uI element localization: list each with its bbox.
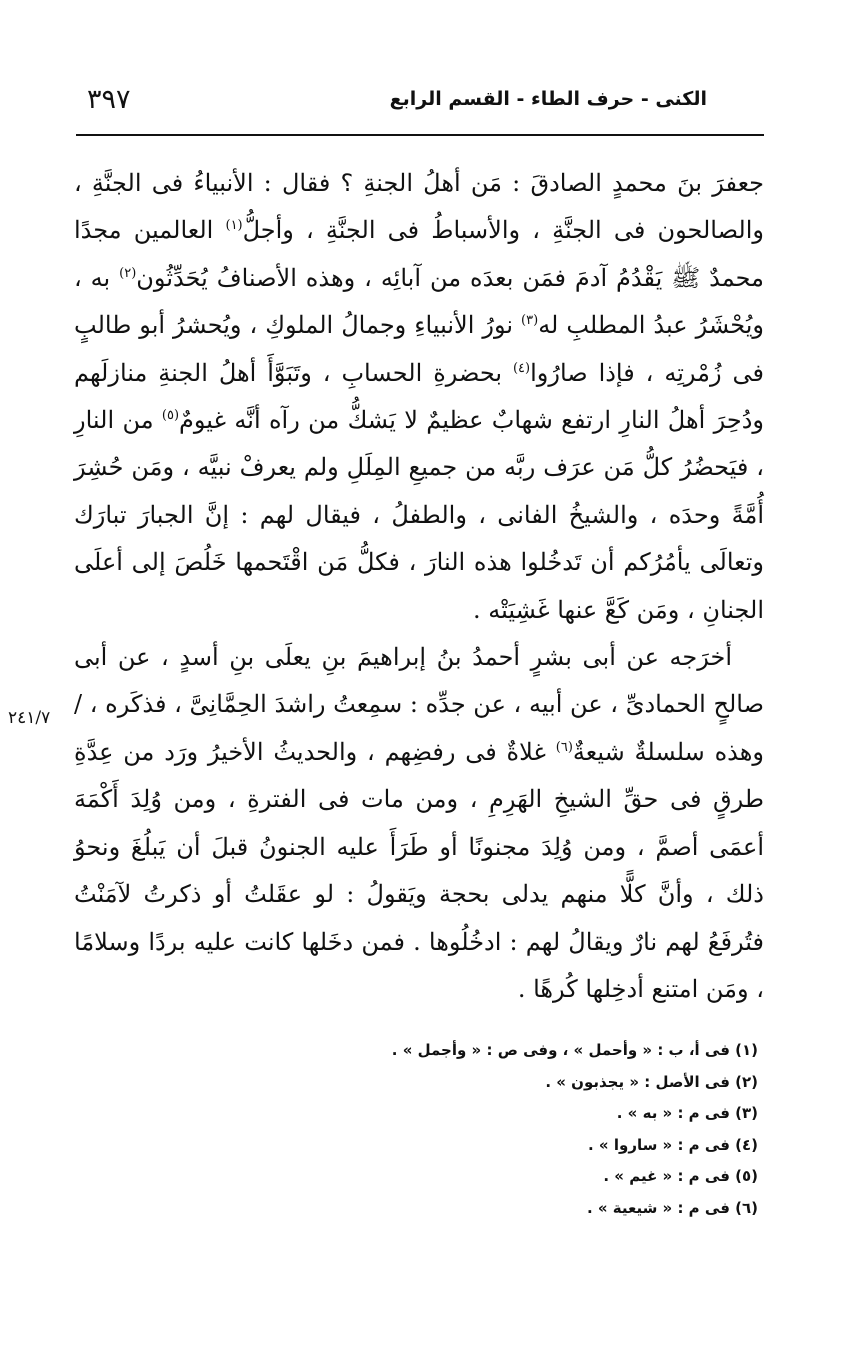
footnote-ref-2: (٢) (119, 265, 137, 281)
footnote-2: (٢) فى الأصل : « يجذبون » . (545, 1072, 758, 1091)
page-number: ٣٩٧ (87, 84, 131, 115)
text-run: من النارِ ، فيَحضُرُ كلُّ مَن عرَف ربَّه من جميعِ المِلَلِ ولم يعرفْ نبيَّه ، ومَن حُشِرَ أُمَّةً وحدَه ، والشيخُ الفانى ، والطفلُ ، فيقال لهم : إنَّ الجبارَ تبارَك وتعالَى يأمُرُكم أن تَدخُلوا هذه النارَ ، فكلُّ مَن اقْتَحمها خَلُصَ إلى أعلَى الجنانِ ، ومَن كَعَّ عنها غَشِيَتْه . (74, 406, 764, 624)
text-run: نورُ الأنبياءِ وجمالُ الملوكِ ، ويُحشرُ أبو طالبٍ فى زُمْرتِه ، فإذا صارُوا (74, 311, 765, 387)
footnotes (198, 1035, 758, 1224)
footnote-ref-3: (٣) (521, 313, 539, 329)
footnote-ref-5: (٥) (161, 408, 180, 424)
page-header (75, 82, 765, 122)
text-run: العالمين مجدًا محمدٌ ﷺ يَقْدُمُ آدمَ فمَن بعدَه من آبائِه ، وهذه الأصنافُ يُحَدِّثُون (74, 216, 764, 292)
text-run: أخرَجه عن أبى بشرٍ أحمدُ بنُ إبراهيمَ بنِ يعلَى بنِ أسدٍ ، عن أبى صالحٍ الحمادىِّ ، عن أبيه ، عن جدِّه : سمِعتُ راشدَ الحِمَّانِىَّ ، فذكَره ، /وهذه سلسلةٌ شيعةٌ (74, 643, 764, 766)
text-run: جعفرَ بنَ محمدٍ الصادقَ : مَن أهلُ الجنةِ ؟ فقال : الأنبياءُ فى الجنَّةِ ، والصالحون فى الجنَّةِ ، والأسباطُ فى الجنَّةِ ، وأجلُّ (74, 169, 765, 245)
margin-reference: ٢٤١/٧ (8, 708, 51, 728)
text-run: غلاةٌ فى رفضِهم ، والحديثُ الأخيرُ ورَد من عِدَّةِ طرقٍ فى حقِّ الشيخِ الهَرِمِ ، ومن مات فى الفترةِ ، ومن وُلِدَ أَكْمَهَ أعمَى أصمَّ ، ومن وُلِدَ مجنونًا أو طَرَأَ عليه الجنونُ قبلَ أن يَبلُغَ ونحوُ ذلك ، وأنَّ كلًّا منهم يدلى بحجة ويَقولُ : لو عقَلتُ أو ذكرتُ لآمَنْتُ فتُرفَعُ لهم نارٌ ويقالُ لهم : ادخُلُوها . فمن دخَلها كانت عليه بردًا وسلامًا ، ومَن امتنع أدخِلها كُرهًا . (74, 737, 764, 1003)
footnote-3: (٣) فى م : « به » . (616, 1104, 758, 1122)
text-run: به ، ويُحْشَرُ عبدُ المطلبِ له (74, 263, 765, 340)
running-head: الكنى - حرف الطاء - القسم الرابع (389, 88, 707, 110)
text-run: بحضرةِ الحسابِ ، وتَبَوَّأَ أهلُ الجنةِ منازلَهم ودُحِرَ أهلُ النارِ ارتفع شهابٌ عظيمٌ لا يَشكُّ من رآه أنَّه غيومٌ (74, 358, 764, 435)
main-text (74, 160, 764, 1013)
footnote-ref-4: (٤) (512, 360, 531, 376)
header-rule (76, 134, 764, 136)
paragraph-1 (74, 160, 764, 634)
footnote-4: (٤) فى م : « ساروا » . (588, 1135, 758, 1154)
footnote-5: (٥) فى م : « غيم » . (603, 1167, 758, 1185)
footnote-6: (٦) فى م : « شيعية » . (586, 1198, 758, 1217)
footnote-1: (١) فى أ، ب : « وأحمل » ، وفى ص : « وأجمل » . (391, 1041, 758, 1059)
footnote-ref-1: (١) (225, 218, 243, 234)
paragraph-2 (74, 634, 764, 1013)
footnote-ref-6: (٦) (555, 739, 573, 755)
